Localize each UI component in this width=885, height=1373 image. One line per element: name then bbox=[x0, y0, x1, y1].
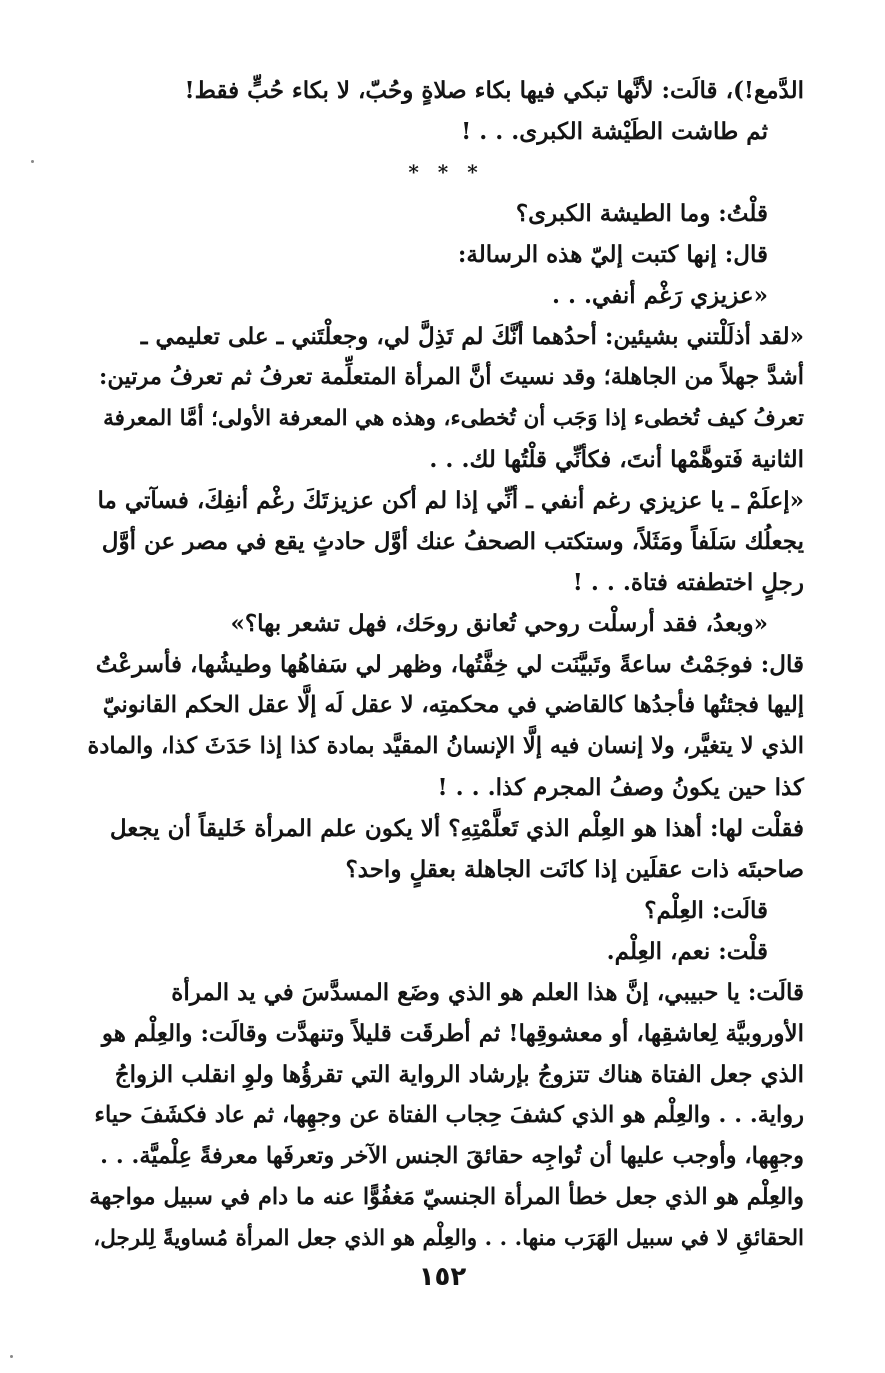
text-line-27: وجهِها، وأوجب عليها أن تُواجِه حقائقَ الجنس الآخر وتعرفَها معرفةً عِلْميَّة. . . bbox=[100, 1143, 804, 1169]
text-line-20: صاحبتَه ذات عقلَين إذا كانَت الجاهلة بعقلٍ واحد؟ bbox=[345, 856, 804, 883]
text-line-16: إليها فجئتُها فأجدُها كالقاضي في محكمتِه، لا عقل لَه إلَّا عقل الحكم القانونيّ bbox=[102, 692, 804, 718]
text-line-24: الأوروبيَّة لِعاشقِها، أو معشوقِها! ثم أطرقَت قليلاً وتنهدَّت وقالَت: والعِلْم هو bbox=[101, 1020, 804, 1047]
page-number: ١٥٢ bbox=[418, 1262, 467, 1292]
text-line-4: قلْتُ: وما الطيشة الكبرى؟ bbox=[515, 200, 768, 227]
scan-speck bbox=[31, 160, 34, 163]
text-line-13: رجلٍ اختطفته فتاة. . . ! bbox=[572, 569, 804, 596]
text-line-7: «لقد أذلَلْتني بشيئين: أحدُهما أنَّكَ لم تَذِلَّ لي، وجعلْتَني ـ على تعليمي ـ bbox=[140, 323, 804, 350]
text-line-25: الذي جعل الفتاة هناك تتزوجُ بإرشاد الرواية التي تقرؤُها ولوِ انقلب الزواجُ bbox=[114, 1061, 804, 1088]
text-line-8: أشدَّ جهلاً من الجاهلة؛ وقد نسيتَ أنَّ المرأة المتعلِّمة تعرفُ ثم تعرفُ مرتين: bbox=[99, 364, 804, 390]
text-line-12: يجعلُك سَلَفاً ومَثَلاً، وستكتب الصحفُ عنك أوَّل حادثٍ يقع في مصر عن أوَّل bbox=[101, 528, 804, 555]
text-line-26: رواية. . . والعِلْم هو الذي كشفَ حِجاب الفتاة عن وجهِها، ثم عاد فكشَفَ حياء bbox=[94, 1102, 804, 1128]
text-line-28: والعِلْم هو الذي جعل خطأ المرأة الجنسيّ مَغفُوًّا عنه ما دام في سبيل مواجهة bbox=[89, 1184, 804, 1210]
text-line-2: ثم طاشت الطَيْشة الكبرى. . . ! bbox=[461, 118, 768, 145]
text-line-22: قلْت: نعم، العِلْم. bbox=[606, 938, 768, 965]
text-line-19: فقلْت لها: أهذا هو العِلْم الذي تَعلَّمْتِهِ؟ ألا يكون علم المرأة خَليقاً أن يجعل bbox=[109, 815, 804, 842]
text-line-21: قالَت: العِلْم؟ bbox=[644, 897, 768, 924]
text-line-23: قالَت: يا حبيبي، إنَّ هذا العلم هو الذي وضَع المسدَّسَ في يد المرأة bbox=[171, 979, 804, 1006]
text-line-10: الثانية فَتوهَّمْها أنتَ، فكأنِّي قلْتُها لك. . . bbox=[429, 446, 804, 473]
text-line-11: «إعلَمْ ـ يا عزيزي رغم أنفي ـ أنِّي إذا لم أكن عزيزتَكَ رغْم أنفِكَ، فسآتي ما bbox=[97, 487, 804, 514]
text-line-29: الحقائقِ لا في سبيل الهَرَب منها. . . والعِلْم هو الذي جعل المرأة مُساويةً لِلرجل، bbox=[93, 1226, 804, 1251]
text-line-18: كذا حين يكونُ وصفُ المجرم كذا. . . ! bbox=[437, 774, 804, 801]
scan-speck bbox=[10, 1355, 13, 1358]
text-line-14: «وبعدُ، فقد أرسلْت روحي تُعانق روحَك، فهل تشعر بها؟» bbox=[230, 610, 768, 637]
text-line-17: الذي لا يتغيَّر، ولا إنسان فيه إلَّا الإنسانُ المقيَّد بمادة كذا إذا حَدَثَ كذا، والمادة bbox=[87, 733, 804, 759]
text-line-1: الدَّمع!)، قالَت: لأنَّها تبكي فيها بكاء صلاةٍ وحُبّ، لا بكاء حُبٍّ فقط! bbox=[184, 77, 804, 104]
page-body-text bbox=[88, 70, 804, 1259]
section-separator: * * * bbox=[408, 160, 484, 184]
text-line-6: «عزيزي رَغْم أنفي. . . bbox=[552, 282, 768, 309]
text-line-5: قال: إنها كتبت إليّ هذه الرسالة: bbox=[457, 241, 768, 268]
text-line-9: تعرفُ كيف تُخطىء إذا وَجَب أن تُخطىء، وهذه هي المعرفة الأولى؛ أمَّا المعرفة bbox=[103, 406, 804, 431]
text-line-15: قال: فوجَمْتُ ساعةً وتَبيَّنَت لي خِفَّتُها، وظهر لي سَفاهُها وطيشُها، فأسرعْتُ bbox=[95, 651, 804, 678]
